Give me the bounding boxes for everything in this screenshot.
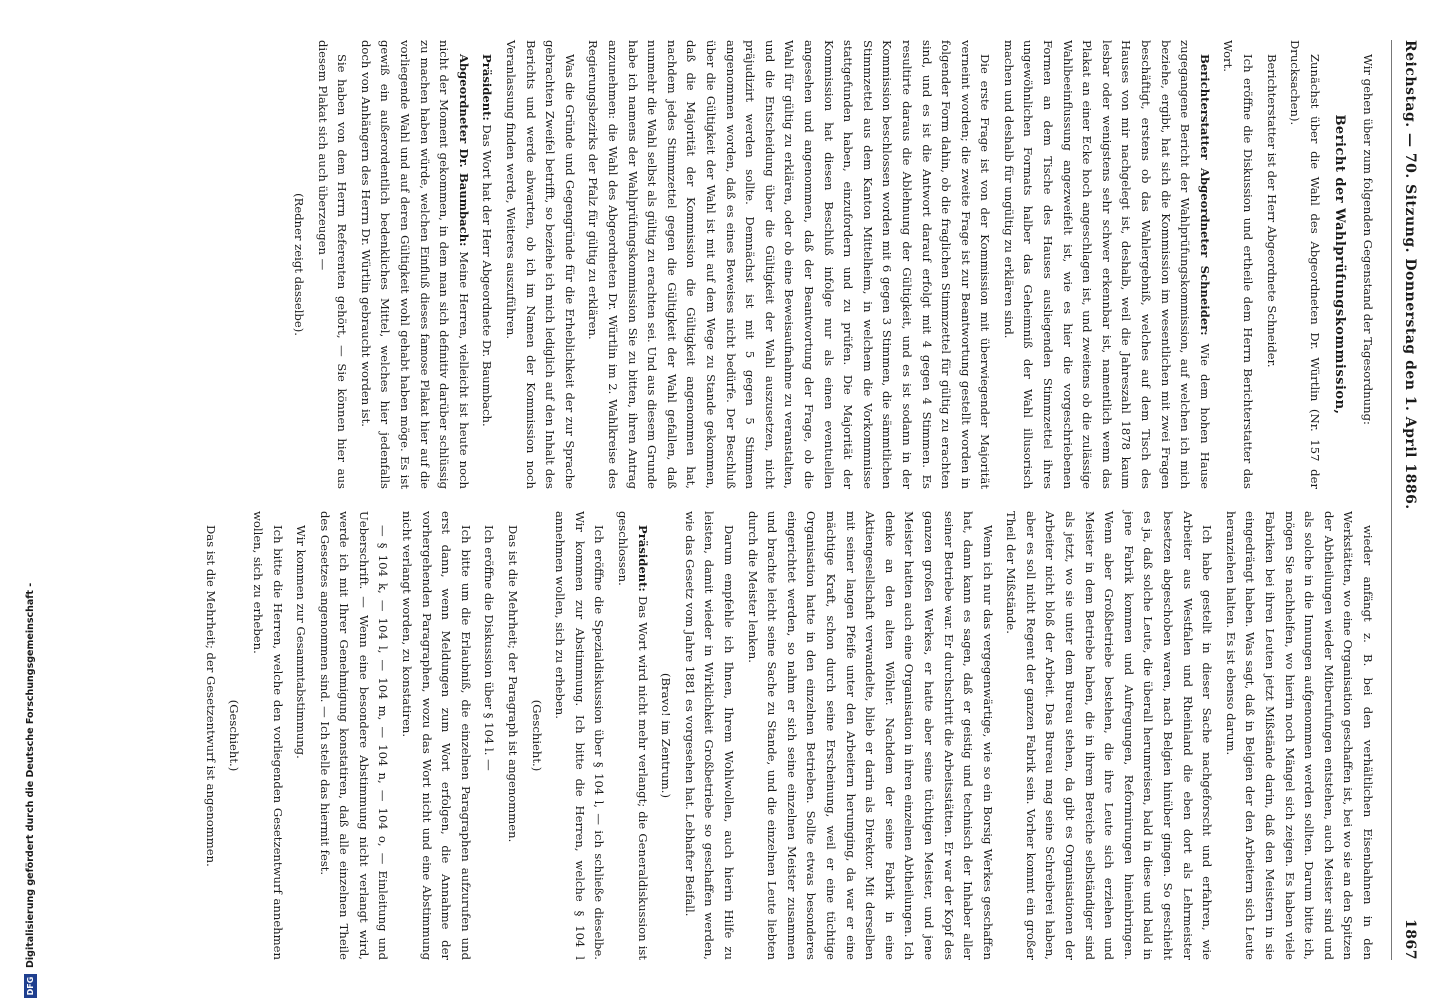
speech-text: Meine Herren, vielleicht ist heute noch nicht der Moment gekommen, in dem man sich definitiv darüber schlüssig zu machen haben würde, welchen Einfluß dieses famose Plakat hier auf die vorliegende Wahl und auf deren Gültigkeit wohl gehabt haben möge. Es ist gewiß ein außerordentlich bedenkliches Mittel, welches hier jedenfalls doch von Anhängern des Herrn Dr. Würtlin gebraucht worden ist. xyxy=(358,40,471,489)
paragraph: Ich eröffne die Spezialdiskussion über § 104 l, — ich schließe dieselbe. Wir kommen zur Abstimmung. Ich bitte die Herren, welche § 104 l annehmen wollen, sich zu erheben. xyxy=(553,511,607,960)
paragraph: Wir kommen zur Gesammtabstimmung. xyxy=(294,525,309,759)
text-columns xyxy=(196,40,1377,960)
column-left xyxy=(196,40,1377,489)
stage-note: (Bravo! im Zentrum.) xyxy=(659,672,674,798)
paragraph: Wir gehen über zum folgenden Gegenstand der Tagesordnung: xyxy=(1361,54,1375,425)
credit-text: Digitalisierung gefördert durch die Deutsche Forschungsgemeinschaft - xyxy=(24,582,36,968)
paragraph: Ich bitte um die Erlaubniß, die einzelnen Paragraphen aufzurufen und erst dann, wenn Meldungen zum Wort erfolgen, die Annahme der vorhergehenden Paragraphen, wozu das Wort nicht und eine Abstimmung nicht verlangt worden, zu konstatiren. xyxy=(400,511,473,960)
speech-text: Wie dem hohen Hause zugegangene Bericht der Wahlprüfungskommission, auf welchen ich mich beziehe, ergibt, hat sich die Kommission im wesentlichen mit zwei Fragen beschäftigt, erstens ob das Wahlergebniß, welches auf dem Tisch des Hauses von mir nachgelegt ist, deshalb, weil die Jahreszahl 1878 kaum lesbar oder wenigstens sehr schwer erkennbar ist, namentlich wenn das Plakat an einer Ecke hoch angeschlagen ist, und zweitens ob die zulässige Wahlbeeinflussung angezweifelt ist, wie es hier die vorgeschriebenen Formen an dem Tische des Hauses ausliegenden Stimmzettel ihres ungewöhnlichen Formats halber das Geheimniß der Wahl illusorisch machen und deshalb für ungültig zu erklären sind. xyxy=(1001,40,1212,489)
paragraph xyxy=(612,511,651,960)
paragraph: Das ist die Mehrheit; der Gesetzentwurf ist angenommen. xyxy=(203,525,218,867)
paragraph: Zunächst über die Wahl des Abgeordneten Dr. Würtlin (Nr. 157 der Drucksachen). xyxy=(1288,40,1322,489)
paragraph: Ich eröffne die Diskussion und ertheile dem Herrn Berichterstatter das Wort. xyxy=(1221,40,1256,489)
paragraph: Wenn ich nur das vergegenwärtige, wie so ein Borsig Werkes geschaffen hat, dann kann es sagen, daß er geistig und technisch der Inhaber aller seiner Betriebe war. Er durchschritt die Arbeitsstätten. Er war der Kopf des ganzen großen Werkes, er hatte aber seine tüchtigen Meister, und jene Meister hatten auch eine Organisation in ihren einzelnen Abtheilungen. Ich denke an den alten Wöhler. Nachdem der seine Fabrik in eine Aktiengesellschaft verwandelte, blieb er darin als Direktor. Mit derselben mit seiner langen Pfeife unter den Arbeitern herumging, da war er eine mächtige Kraft, schon durch seine Erscheinung, weil er eine tüchtige Organisation hatte in den einzelnen Betrieben. Sollte etwas besonderes eingerichtet werden, so nahm er sich seine einzelnen Meister zusammen und brachte leicht seine Sache zu Stande, und die einzelnen Leute liebten durch die Meister lenken. xyxy=(745,511,995,960)
header-title: Reichstag. — 70. Sitzung. Donnerstag den 1. April 1886. xyxy=(1402,40,1418,510)
paragraph: — § 104 k, — 104 l, — 104 m, — 104 n, — 104 o, — Einleitung und Ueberschrift. — Wenn eine besondere Abstimmung nicht verlangt wird, werde ich mit Ihrer Genehmigung konstatiren, daß alle einzelnen Theile des Gesetzes angenommen sind. — Ich stelle das hiermit fest. xyxy=(317,511,391,960)
column-right xyxy=(196,511,1377,960)
speaker-name: Präsident: xyxy=(635,525,650,592)
paragraph xyxy=(355,40,473,489)
paragraph: wieder anfängt z. B. bei den verhältlichen Eisenbahnen in den Werkstätten, wo eine Organisation geschaffen ist, bei wo sie an den Spitzen der Abtheilungen wieder Mitberufungen entstehen, auch Meister sind und als solche in die Innungen aufgenommen werden sollten. Darum bitte ich, mögen Sie nachhelfen, wo hierin noch Mängel sich zeigen. Es haben viele Fabriken bei ihren Leuten jetzt Mißstände darin, daß den Meistern in sie eingedrängt haben. Was sagt, daß in Belgien der den Arbeitern sich Leute heranziehen halten. Es ist ebenso darum. xyxy=(1223,511,1375,960)
stage-note: (Geschieht.) xyxy=(227,699,242,772)
paragraph: Ich bitte die Herren, welche den vorliegenden Gesetzentwurf annehmen wollen, sich zu erheben. xyxy=(250,511,285,960)
page-number: 1867 xyxy=(1402,919,1418,960)
stage-note: (Redner zeigt dasselbe). xyxy=(292,193,307,336)
speech-text: Das Wort hat der Herr Abgeordnete Dr. Baumbach. xyxy=(480,124,495,427)
paragraph: Ich eröffne die Diskussion über § 104 l. — xyxy=(482,525,497,771)
paragraph: Berichterstatter ist der Herr Abgeordnete Schneider. xyxy=(1264,54,1279,368)
paragraph: Sie haben von dem Herrn Referenten gehört, — Sie können hier aus diesem Plakat sich auch überzeugen — xyxy=(315,40,350,489)
paragraph: Was die Gründe und Gegengründe für die Erheblichkeit der zur Sprache gebrachten Zweifel betrifft, so beziehe ich mich lediglich auf den Inhalt des Berichts und werde abwarten, ob ich im Namen der Kommission noch Veranlassung finden werde, Weiteres auszuführen. xyxy=(504,40,577,489)
section-heading: Bericht der Wahlprüfungskommission, xyxy=(1332,114,1348,415)
paragraph: Das ist die Mehrheit; der Paragraph ist angenommen. xyxy=(506,525,521,843)
speaker-name: Präsident: xyxy=(480,54,495,121)
digitization-credit xyxy=(0,0,36,1000)
speech-text: Das Wort wird nicht mehr verlangt; die Generaldiskussion ist geschlossen. xyxy=(616,511,650,961)
stage-note: (Geschieht.) xyxy=(529,699,544,772)
paragraph xyxy=(477,40,497,489)
paragraph: Ich habe gestellt in dieser Sache nachgeforscht und erfahren, wie Arbeiter aus Westfalen und Rheinland die eben dort als Lehrmeister besetzen abgeschoben waren, nach Belgien hinüber gingen. So geschieht es ja, daß solche Leute, die überall herumreisen, bald in diese und bald in jene Fabrik kommen und Aufregungen, Reformirungen hineinbringen. Wenn aber Großbetriebe bestehen, die ihre Leute sich erziehen und Meister in dem Betriebe haben, die in ihrem Bereiche selbständiger sind als jetzt, wo sie unter dem Bureau stehen, da gibt es Organisationen der Arbeiter nicht bloß der Arbeit. Das Bureau mag seine Schreiberei haben, aber es soll nicht Regent der ganzen Fabrik sein. Vorher kommt ein großer Theil der Mißstände. xyxy=(1004,511,1215,960)
speaker-name: Abgeordneter Dr. Baumbach: xyxy=(456,54,471,247)
paragraph xyxy=(998,40,1214,489)
speech-text: Darum empfehle ich Ihnen, Ihrem Wohlwollen, auch hierin Hilfe zu leisten, damit wieder in Wirklichkeit Großbetriebe so geschaffen werden, wie das Gesetz vom Jahre 1881 es vorgesehen hat. xyxy=(682,511,736,960)
stage-note: Lebhafter Beifall. xyxy=(682,813,697,917)
speaker-name: Berichterstatter Abgeordneter Schneider: xyxy=(1197,54,1212,336)
page-header xyxy=(1391,40,1418,960)
dfg-logo: DFG xyxy=(24,974,37,998)
paragraph: Die erste Frage ist von der Kommission mit überwiegender Majorität verneint worden; die zweite Frage ist zur Beantwortung gestellt worden in folgender Form dahin, ob die fraglichen Stimmzettel für gültig zu erachten sind, und es ist die Antwort darauf erfolgt mit 4 gegen 4 Stimmen. Es resultirte daraus die Ablehnung der Gültigkeit, und es ist sodann in der Kommission beschlossen worden mit 6 gegen 3 Stimmen, die sämmtlichen Stimmzettel aus dem Kanton Mittelheim, in welchem die Vorkommnisse stattgefunden haben, einzufordern und zu prüfen. Die Majorität der Kommission hat diesen Beschluß infolge nur als einen eventuellen angesehen und angenommen, daß der Beantwortung der Frage, ob die Wahl für gültig zu erklären, oder ob eine Beweisaufnahme zu veranstalten, und die Entscheidung über die Gültigkeit der Wahl auszusetzen, nicht präjudizirt werden sollte. Demnächst ist mit 5 gegen 5 Stimmen angenommen worden, daß es eines Beweises nicht bedürfe. Der Beschluß über die Gültigkeit der Wahl ist mit auf dem Wege zu Stande gekommen, daß die Majorität der Kommission die Gültigkeit angenommen hat, nachdem jedes Stimmzettel gegen die Gültigkeit der Wahl gefallen, daß nunmehr die Wahl selbst als gültig zu erachten sei. Und aus diesem Grunde habe ich namens der Wahlprüfungskommission Sie zu bitten, ihren Antrag anzunehmen: die Wahl des Abgeordneten Dr. Würtlin im 2. Wahlkreise des Regierungsbezirks der Pfalz für gültig zu erklären. xyxy=(586,40,993,489)
document-page xyxy=(32,0,1432,1000)
paragraph xyxy=(679,511,738,960)
